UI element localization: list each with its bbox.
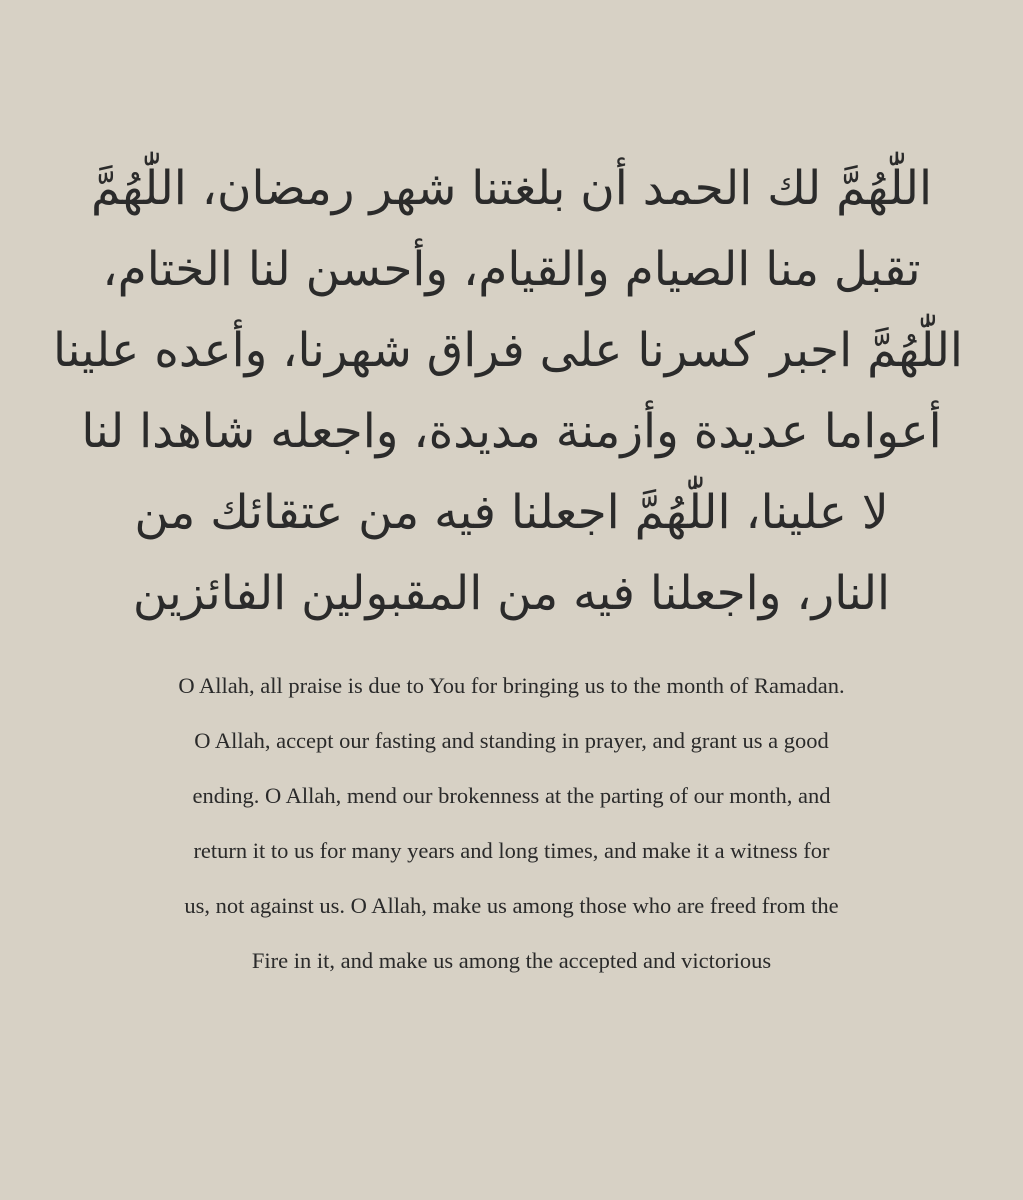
arabic-line: اللّٰهُمَّ اجبر كسرنا على فراق شهرنا، وأعده علينا <box>53 323 963 378</box>
english-translation-text <box>40 658 983 988</box>
arabic-line: تقبل منا الصيام والقيام، وأحسن لنا الختام، <box>102 242 921 297</box>
arabic-line: النار، واجعلنا فيه من المقبولين الفائزين <box>132 566 891 621</box>
english-line: Fire in it, and make us among the accepted and victorious <box>251 948 772 973</box>
arabic-line: أعواما عديدة وأزمنة مديدة، واجعله شاهدا لنا <box>81 404 942 459</box>
arabic-line: لا علينا، اللّٰهُمَّ اجعلنا فيه من عتقائك من <box>134 485 889 540</box>
arabic-line: اللّٰهُمَّ لك الحمد أن بلغتنا شهر رمضان، اللّٰهُمَّ <box>90 161 933 216</box>
english-line: O Allah, all praise is due to You for bringing us to the month of Ramadan. <box>178 673 845 698</box>
english-line: us, not against us. O Allah, make us among those who are freed from the <box>184 893 839 918</box>
english-line: O Allah, accept our fasting and standing in prayer, and grant us a good <box>194 728 829 753</box>
english-line: ending. O Allah, mend our brokenness at the parting of our month, and <box>192 783 831 808</box>
arabic-dua-text <box>53 148 963 634</box>
english-line: return it to us for many years and long times, and make it a witness for <box>193 838 830 863</box>
